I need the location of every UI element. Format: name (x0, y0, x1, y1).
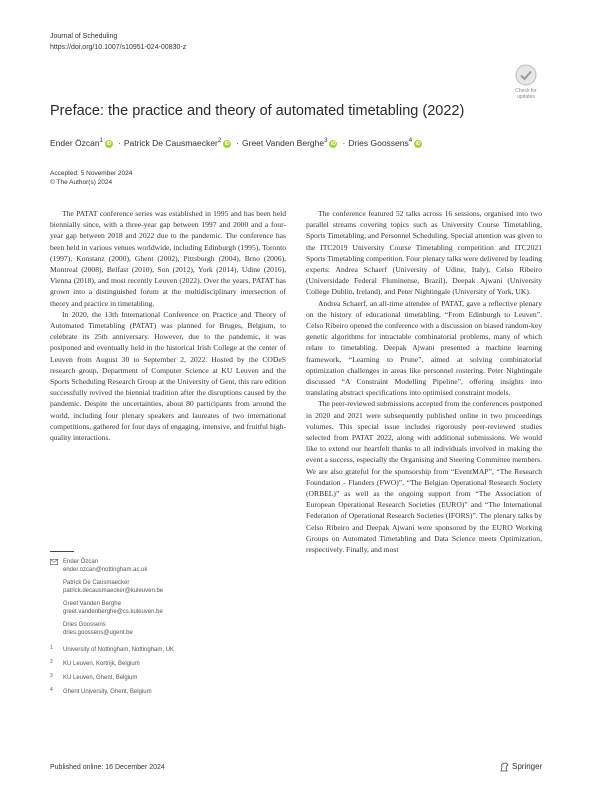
publisher-logo (500, 762, 542, 772)
orcid-icon[interactable]: iD (330, 140, 336, 147)
orcid-icon[interactable]: iD (415, 140, 421, 147)
author-affiliation-marker: 4 (408, 138, 413, 145)
springer-horse-icon (500, 762, 509, 772)
author-affiliation-marker: 1 (99, 138, 103, 145)
check-for-updates-icon (515, 64, 537, 86)
check-for-updates-badge[interactable] (509, 64, 543, 100)
article-title: Preface: the practice and theory of automated timetabling (2022) (50, 103, 465, 119)
affiliation-text: KU Leuven, Ghent, Belgium (63, 675, 138, 681)
author-separator: · (236, 138, 240, 148)
affiliation-text: Ghent University, Ghent, Belgium (63, 689, 152, 695)
affiliation-text: KU Leuven, Kortrijk, Belgium (63, 661, 140, 667)
contact-email[interactable]: ender.ozcan@nottingham.ac.uk (63, 567, 148, 573)
body-paragraph: In 2020, the 13th International Conference on Practice and Theory of Automated Timetabling (PATAT) was planned for Bruges, Belgium, to celebrate its 25th anniversary. However, due to the pandemic, it was postponed and eventually held in the historical Irish College at the center of Leuven from August 30 to September 2, 2022. Hosted by the CODeS research group, Department of Computer Science at KU Leuven and the Sports Scheduling Research Group at the University of Gent, this rare edition successfully revived the biennial tradition after the disruptions caused by the pandemic. Despite the uncertainties, about 80 participants from around the world, including four plenary speakers and laureates of two international competitions, gathered for four days of engaging, intensive, and fruitful high-quality interactions. (50, 309, 286, 443)
affiliation-number: 4 (50, 687, 53, 693)
footnote-divider (50, 551, 74, 552)
contact-name: Patrick De Causmaecker (63, 580, 130, 586)
affiliation-entry (50, 674, 286, 682)
journal-header (50, 31, 186, 53)
published-online-date: Published online: 16 December 2024 (50, 764, 165, 771)
affiliation-number: 3 (50, 673, 53, 679)
author-affiliation-marker: 3 (324, 138, 328, 145)
article-dates (50, 169, 132, 187)
author-list (50, 138, 424, 148)
body-paragraph: Andrea Schaerf, an all-time attendee of PATAT, gave a reflective plenary on the history of educational timetabling, “From Edinburgh to Leuven”. Celso Ribeiro opened the conference with a discussion on biased random-key genetic algorithms for intractable combinatorial problems, many of which relate to timetabling. Deepak Ajwani presented a machine learning framework, “Learning to Prune”, aimed at solving combinatorial optimization challenges in areas like personnel rostering. Peter Nightingale discussed “A Constraint Modelling Pipeline”, offering insights into translating abstract specifications into optimised constraint models. (306, 298, 542, 398)
copyright-notice: © The Author(s) 2024 (50, 179, 113, 186)
contact-name: Dries Goossens (63, 622, 106, 628)
body-column-left (50, 208, 286, 443)
body-paragraph: The peer-reviewed submissions accepted from the conferences postponed in 2020 and 2021 were subsequently published online in two proceedings volumes. This special issue includes rigorously peer-reviewed studies selected from PATAT 2022, along with additional submissions. We would like to extend our heartfelt thanks to all individuals involved in making the event a success, especially the Organising and Steering Committee members. We are also grateful for the sponsorship from “EventMAP”, “The Research Foundation - Flanders (FWO)”, “The Belgian Operational Research Society (ORBEL)” as well as the ongoing support from “The Association of European Operational Research Societies (EURO)” and “The International Federation of Operational Research Societies (IFORS)”. The plenary talks by Celso Ribeiro and Deepak Ajwani were sponsored by the EURO Working Groups on Automated Timetabling and Data Science meets Optimization, respectively. Finally, and most (306, 399, 542, 555)
contact-name: Ender Özcan (63, 559, 99, 565)
contact-name: Greet Vanden Berghe (63, 601, 121, 607)
author-affiliation-marker: 2 (217, 138, 222, 145)
publisher-name: Springer (512, 762, 543, 772)
affiliation-entry (50, 688, 286, 696)
journal-name: Journal of Scheduling (50, 33, 118, 40)
contact-entry (50, 579, 286, 595)
badge-line-1: Check for (515, 88, 537, 94)
accepted-date: Accepted: 5 November 2024 (50, 170, 133, 177)
affiliation-entry (50, 646, 286, 654)
affiliation-number: 2 (50, 659, 53, 665)
author-contacts-and-affiliations (50, 558, 286, 702)
contact-email[interactable]: greet.vandenberghe@cs.kuleuven.be (63, 609, 163, 615)
contact-entry (50, 558, 286, 574)
author-name: Patrick De Causmaecker (123, 138, 218, 148)
body-paragraph: The conference featured 52 talks across 16 sessions, organised into two parallel streams covering topics such as University Course Timetabling, Sports Timetabling, and Personnel Scheduling. Special attention was given to the ITC2019 University Course Timetabling competition and ITC2021 Sports Timetabling competition. Four plenary talks were delivered by leading experts: Andrea Schaerf (University of Udine, Italy), Celso Ribeiro (Universidade Federal Fluminense, Brazil), Deepak Ajwani (University College Dublin, Ireland), and Peter Nightingale (University of York, UK). (306, 209, 542, 297)
doi-link[interactable]: https://doi.org/10.1007/s10951-024-00830-z (50, 44, 187, 51)
contact-email[interactable]: patrick.decausmaecker@kuleuven.be (63, 588, 164, 594)
orcid-icon[interactable]: iD (106, 140, 112, 147)
body-paragraph: The PATAT conference series was established in 1995 and has been held biennially since, with a three-year gap between 1997 and 2000 and a four-year gap between 2018 and 2022 due to the pandemic. The conference has been held in various venues worldwide, including Edinburgh (1995), Toronto (1997), Konstanz (2000), Ghent (2002), Pittsburgh (2004), Brno (2006), Montreal (2008), Belfast (2010), Son (2012), York (2014), Udine (2016), Vienna (2018), and most recently Leuven (2022). Over the years, PATAT has grown into a distinguished forum at the multidisciplinary intersection of theory and practice in timetabling. (50, 209, 286, 308)
contact-email[interactable]: dries.goossens@ugent.be (63, 630, 133, 636)
contact-entry (50, 621, 286, 637)
affiliation-text: University of Nottingham, Nottingham, UK (63, 647, 175, 653)
badge-line-2: updates (517, 94, 535, 100)
author-name: Greet Vanden Berghe (242, 138, 325, 148)
body-column-right (306, 208, 542, 555)
envelope-icon (50, 559, 58, 565)
contact-entry (50, 600, 286, 616)
orcid-icon[interactable]: iD (224, 140, 230, 147)
affiliation-number: 1 (50, 645, 53, 651)
author-separator: · (117, 138, 121, 148)
affiliation-entry (50, 660, 286, 668)
author-separator: · (342, 138, 346, 148)
author-name: Ender Özcan (50, 138, 100, 148)
author-name: Dries Goossens (348, 138, 409, 148)
